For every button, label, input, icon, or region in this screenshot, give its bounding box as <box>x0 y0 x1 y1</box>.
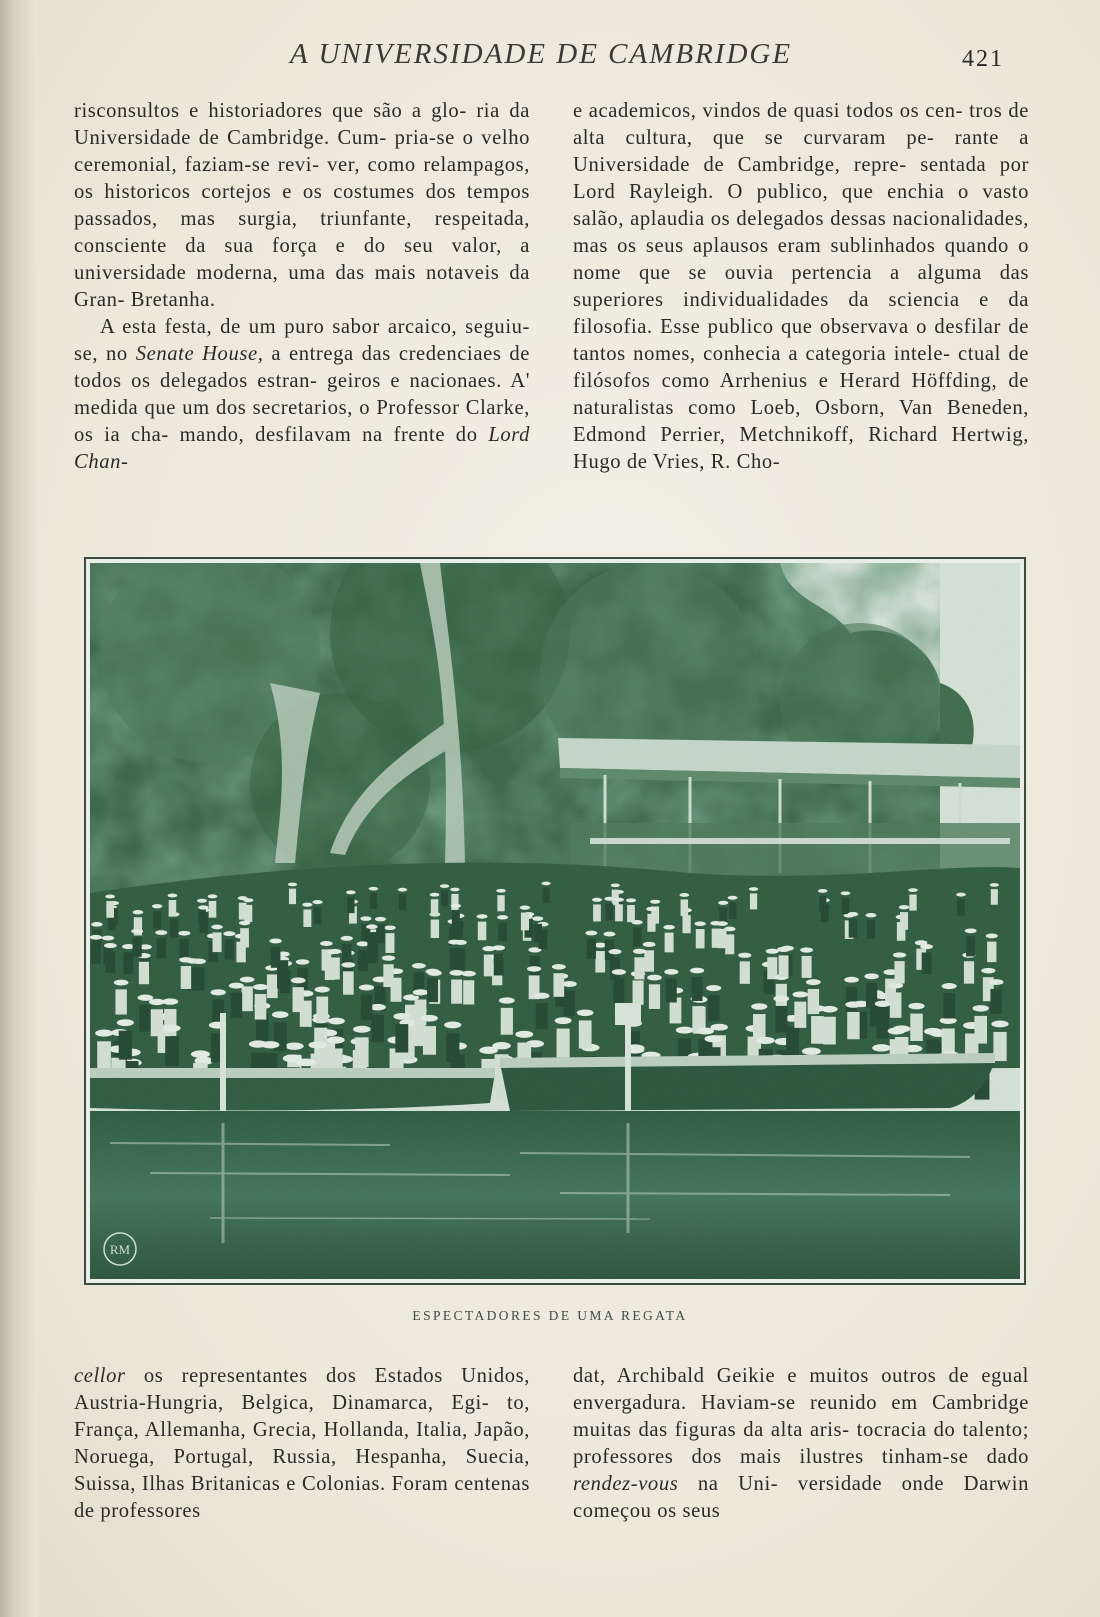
text-line: Esse publico que observava o desfilar de <box>660 316 1029 338</box>
text-line: ver, como relampagos, os historicos cortejos <box>74 154 531 203</box>
text-line: ilustres tinham-se dado <box>799 1446 1030 1468</box>
italic-term: cellor <box>74 1365 126 1387</box>
text-column-right-top <box>573 98 1029 476</box>
text-line: a entrega das <box>263 343 391 365</box>
text-line: egual envergadura. Haviam-se reunido em <box>573 1365 1030 1414</box>
book-spine-shadow <box>0 0 38 1617</box>
text-line: seguiu-se, no <box>74 316 530 365</box>
text-line: os representantes dos Estados Unidos, <box>125 1365 530 1387</box>
text-column-right-bottom <box>573 1363 1029 1525</box>
text-line: na Uni- <box>678 1473 779 1495</box>
text-line: Hespanha, Suecia, Suissa, Ilhas Britanicas <box>74 1446 530 1495</box>
running-title: A UNIVERSIDADE DE CAMBRIDGE <box>290 38 793 70</box>
text-line: ouvia pertencia a alguma das superiores <box>573 262 1030 311</box>
paragraph-3 <box>573 98 1029 476</box>
text-line: ria da Universidade de Cambridge. Cum- <box>74 100 530 149</box>
text-line: Cambridge muitas das figuras da alta aris- <box>573 1392 1029 1441</box>
text-line: geiros e nacionaes. A' medida que um dos <box>74 370 531 419</box>
italic-term: Lord Chan- <box>74 424 531 473</box>
text-line: secretarios, o Professor Clarke, os ia cha- <box>74 397 531 446</box>
text-line: sua força e do seu valor, a universidade <box>74 235 531 284</box>
text-line: risconsultos e historiadores que são a glo- <box>74 100 467 122</box>
text-line: dat, Archibald Geikie e muitos outros de <box>573 1365 970 1387</box>
text-column-left-top <box>74 98 530 476</box>
paragraph-5 <box>573 1363 1029 1525</box>
text-line: credenciaes de todos os delegados estran- <box>74 343 530 392</box>
text-column-left-bottom <box>74 1363 530 1525</box>
text-line: rante a Universidade de Cambridge, repre- <box>573 127 1030 176</box>
text-line: tocracia do talento; professores dos mais <box>573 1419 1030 1468</box>
text-line: A esta festa, de um puro sabor arcaico, <box>100 316 458 338</box>
text-line: dessas nacionalidades, mas os seus aplausos <box>573 208 1029 257</box>
text-line: surgia, triunfante, respeitada, consciente da <box>74 208 530 257</box>
page-number: 421 <box>962 46 1004 72</box>
text-line: e academicos, vindos de quasi todos os cen- <box>573 100 964 122</box>
text-line: Bretanha. <box>130 289 216 311</box>
text-line: Richard Hertwig, Hugo de Vries, R. Cho- <box>573 424 1029 473</box>
regatta-photo-illustration <box>90 563 1020 1279</box>
text-line: Austria-Hungria, Belgica, Dinamarca, Egi- <box>74 1392 490 1414</box>
italic-term: Senate House, <box>135 343 264 365</box>
text-line: individualidades da sciencia e da filosofia. <box>573 289 1029 338</box>
text-line: Van Beneden, Edmond Perrier, Metchnikoff, <box>573 397 1029 446</box>
text-line: to, França, Allemanha, Grecia, Hollanda, <box>74 1392 531 1441</box>
text-line: ctual de filósofos como Arrhenius e Herard <box>573 343 1030 392</box>
text-line: mando, desfilavam na frente do <box>179 424 489 446</box>
photo-caption: ESPECTADORES DE UMA REGATA <box>412 1308 688 1323</box>
italic-term: rendez-vous <box>573 1473 679 1495</box>
text-line: enchia o vasto salão, aplaudia os delegados <box>573 181 1030 230</box>
text-line: e Colonias. Foram centenas de professores <box>74 1473 531 1522</box>
text-line: moderna, uma das mais notaveis da Gran- <box>74 262 530 311</box>
photo-grain <box>90 563 1020 1279</box>
text-line: tros de alta cultura, que se curvaram pe- <box>573 100 1029 149</box>
text-line: eram sublinhados quando o nome que se <box>573 235 1030 284</box>
paragraph-4 <box>74 1363 530 1525</box>
paragraph-1 <box>74 98 530 314</box>
text-line: pria-se o velho ceremonial, faziam-se revi- <box>74 127 531 176</box>
text-line: Höffding, de naturalistas como Loeb, Osborn, <box>573 370 1029 419</box>
regatta-photograph <box>84 557 1026 1285</box>
svg-text:RM: RM <box>109 1242 131 1257</box>
text-line: tantos nomes, conhecia a categoria intele- <box>573 343 951 365</box>
text-line: Italia, Japão, Noruega, Portugal, Russia, <box>74 1419 531 1468</box>
paragraph-2 <box>74 314 530 476</box>
text-line: e os costumes dos tempos passados, mas <box>74 181 530 230</box>
text-line: versidade onde Darwin começou os seus <box>573 1473 1029 1522</box>
text-line: sentada por Lord Rayleigh. O publico, que <box>573 154 1030 203</box>
